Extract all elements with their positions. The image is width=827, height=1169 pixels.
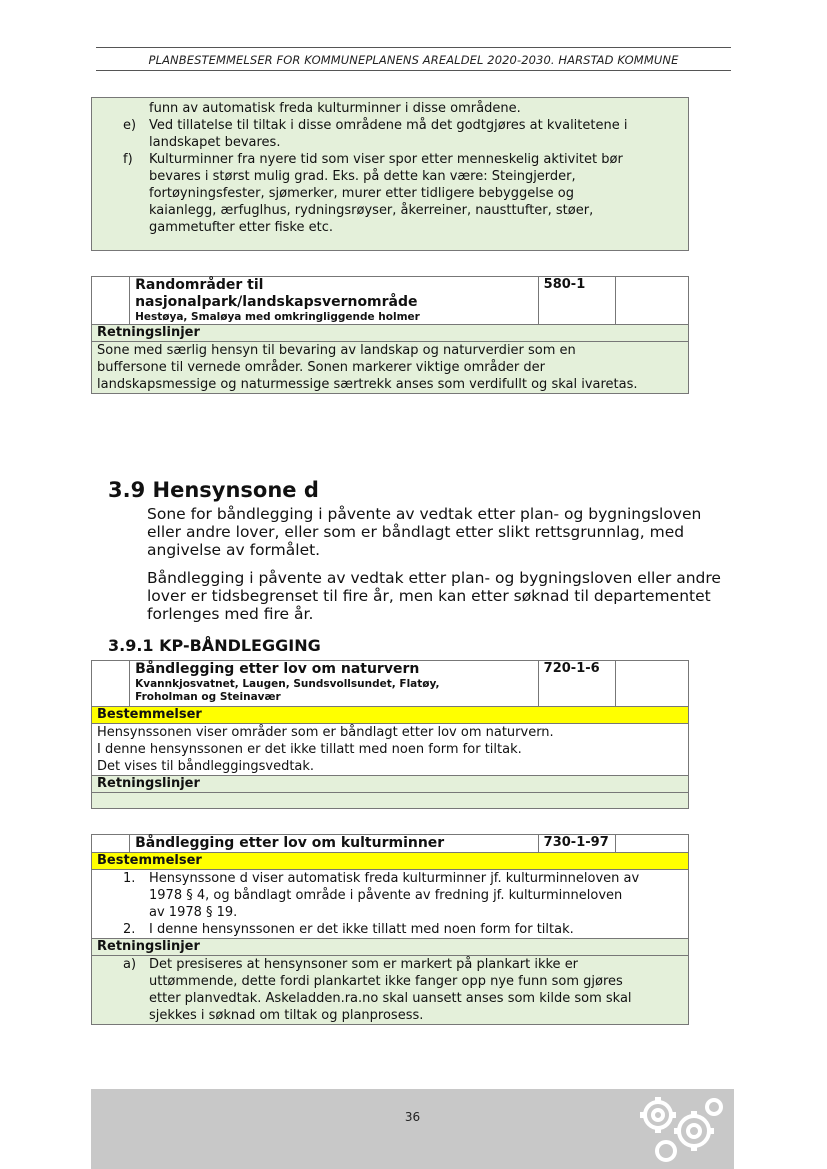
rules-list [92, 870, 689, 939]
list-line: Kulturminner fra nyere tid som viser spor etter menneskelig aktivitet bør [149, 152, 623, 167]
list-marker: a) [123, 957, 137, 972]
rules-label: Bestemmelser [92, 853, 689, 870]
paragraph-line: lover er tidsbegrenset til fire år, men kan etter søknad til departementet [147, 587, 711, 605]
guidelines-text [92, 342, 689, 394]
guidelines-line: landskapsmessige og naturmessige særtrekk anses som verdifullt og skal ivaretas. [97, 377, 638, 392]
zone-code: 730-1-97 [538, 835, 615, 853]
list-marker: e) [123, 118, 137, 133]
list-line: Ved tillatelse til tiltak i disse områdene må det godtgjøres at kvalitetene i [149, 118, 628, 133]
rules-line: Hensynssonen viser områder som er båndlagt etter lov om naturvern. [97, 725, 554, 740]
guidelines-label: Retningslinjer [92, 776, 689, 793]
list-marker: f) [123, 152, 133, 167]
rules-line: I denne hensynssonen er det ikke tillatt med noen form for tiltak. [97, 742, 522, 757]
section-heading: 3.9 Hensynsone d [108, 478, 319, 502]
list-item [92, 117, 688, 151]
paragraph-line: Båndlegging i påvente av vedtak etter plan- og bygningsloven eller andre [147, 569, 721, 587]
list-item [92, 921, 688, 938]
zone-title-cell [130, 835, 539, 853]
zone-subtitle: Kvannkjosvatnet, Laugen, Sundsvollsundet, Flatøy, [135, 678, 440, 690]
list-line: 1978 § 4, og båndlagt område i påvente av fredning jf. kulturminneloven [149, 888, 623, 903]
zone-table-580 [91, 276, 689, 394]
guidelines-label: Retningslinjer [92, 939, 689, 956]
list-item [92, 151, 688, 236]
zone-subtitle: Froholman og Steinavær [135, 691, 281, 703]
page-number: 36 [404, 1110, 421, 1124]
rules-line: Det vises til båndleggingsvedtak. [97, 759, 315, 774]
list-item [92, 956, 688, 1024]
paragraph-line: forlenges med fire år. [147, 605, 314, 623]
rules-label: Bestemmelser [92, 707, 689, 724]
list-line: uttømmende, dette fordi plankartet ikke fanger opp nye funn som gjøres [149, 974, 623, 989]
list-line: Det presiseres at hensynsoner som er markert på plankart ikke er [149, 957, 579, 972]
gears-logo-icon [636, 1093, 728, 1169]
paragraph-line: angivelse av formålet. [147, 541, 321, 559]
zone-title: Randområder til [135, 277, 264, 293]
guidelines-line: buffersone til vernede områder. Sonen markerer viktige områder der [97, 360, 545, 375]
empty-cell [615, 835, 688, 853]
guidelines-label: Retningslinjer [92, 325, 689, 342]
empty-cell [615, 661, 688, 707]
header-top-rule [96, 47, 731, 48]
guidelines-line: Sone med særlig hensyn til bevaring av landskap og naturverdier som en [97, 343, 576, 358]
zone-subtitle: Hestøya, Smaløya med omkringliggende holmer [135, 311, 420, 323]
header-bottom-rule [96, 70, 731, 71]
paragraph-line: eller andre lover, eller som er båndlagt etter slikt rettsgrunnlag, med [147, 523, 685, 541]
zone-title-cell [130, 661, 539, 707]
list-line: bevares i størst mulig grad. Eks. på dette kan være: Steingjerder, [149, 169, 576, 184]
empty-cell [92, 277, 130, 325]
section-paragraph [147, 505, 727, 559]
empty-cell [92, 835, 130, 853]
list-item [92, 870, 688, 921]
zone-title-cell [130, 277, 539, 325]
zone-table-730 [91, 834, 689, 1025]
section-paragraph [147, 569, 727, 623]
zone-table-720 [91, 660, 689, 809]
list-line: sjekkes i søknad om tiltak og planprosess. [149, 1008, 424, 1023]
guidelines-empty [92, 793, 689, 809]
paragraph-line: Sone for båndlegging i påvente av vedtak etter plan- og bygningsloven [147, 505, 702, 523]
list-line: landskapet bevares. [149, 135, 281, 150]
zone-code: 580-1 [538, 277, 615, 325]
zone-title: nasjonalpark/landskapsvernområde [135, 294, 418, 310]
guidelines-list [92, 956, 689, 1025]
list-line: Hensynssone d viser automatisk freda kulturminner jf. kulturminneloven av [149, 871, 640, 886]
continuation-text: funn av automatisk freda kulturminner i disse områdene. [149, 101, 521, 116]
list-line: fortøyningsfester, sjømerker, murer etter tidligere bebyggelse og [149, 186, 574, 201]
continued-guidelines-box [91, 97, 689, 251]
list-marker: 2. [123, 922, 136, 937]
empty-cell [92, 661, 130, 707]
list-line: kaianlegg, ærfuglhus, rydningsrøyser, åkerreiner, nausttufter, støer, [149, 203, 594, 218]
page-footer [91, 1089, 734, 1169]
rules-text [92, 724, 689, 776]
zone-title: Båndlegging etter lov om naturvern [135, 661, 420, 677]
list-line: etter planvedtak. Askeladden.ra.no skal uansett anses som kilde som skal [149, 991, 632, 1006]
list-line: gammetufter etter fiske etc. [149, 220, 333, 235]
list-line: av 1978 § 19. [149, 905, 238, 920]
empty-cell [615, 277, 688, 325]
subsection-heading: 3.9.1 KP-BÅNDLEGGING [108, 636, 321, 655]
zone-title: Båndlegging etter lov om kulturminner [135, 835, 445, 851]
running-header: PLANBESTEMMELSER FOR KOMMUNEPLANENS AREALDEL 2020-2030. HARSTAD KOMMUNE [148, 53, 679, 67]
zone-code: 720-1-6 [538, 661, 615, 707]
list-line: I denne hensynssonen er det ikke tillatt med noen form for tiltak. [149, 922, 574, 937]
list-marker: 1. [123, 871, 136, 886]
